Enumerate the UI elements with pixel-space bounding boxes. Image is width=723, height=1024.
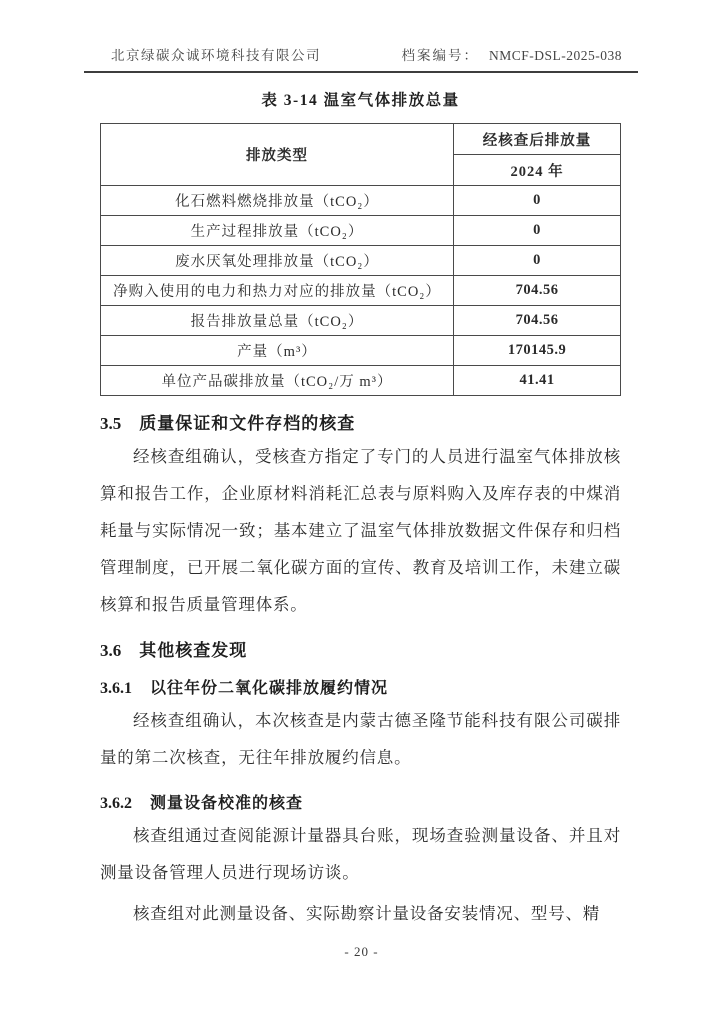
section-3-6-1-heading xyxy=(100,675,621,698)
section-number: 3.5 xyxy=(100,414,122,433)
section-3-6-1-paragraph: 经核查组确认，本次核查是内蒙古德圣隆节能科技有限公司碳排量的第二次核查，无往年排放履约信息。 xyxy=(100,711,621,767)
table-row xyxy=(101,246,621,276)
section-number: 3.6 xyxy=(100,641,122,660)
section-3-6-2-heading xyxy=(100,790,621,813)
page-content xyxy=(100,88,621,932)
row-label: 报告排放量总量（tCO₂） xyxy=(101,306,454,336)
ghg-emission-table xyxy=(100,123,621,396)
section-title: 以往年份二氧化碳排放履约情况 xyxy=(150,680,389,697)
section-3-5-heading xyxy=(100,409,621,434)
row-label: 化石燃料燃烧排放量（tCO₂） xyxy=(101,186,454,216)
row-label: 废水厌氧处理排放量（tCO₂） xyxy=(101,246,454,276)
table-row xyxy=(101,306,621,336)
page-header xyxy=(84,44,638,73)
column-header-verified-emission: 经核查后排放量 xyxy=(454,124,621,155)
row-label: 净购入使用的电力和热力对应的排放量（tCO₂） xyxy=(101,276,454,306)
file-number-label: 档案编号： xyxy=(401,48,479,63)
section-title: 质量保证和文件存档的核查 xyxy=(139,414,356,433)
table-header-row xyxy=(101,124,621,155)
table-row xyxy=(101,216,621,246)
column-header-year: 2024 年 xyxy=(454,155,621,186)
column-header-emission-type: 排放类型 xyxy=(101,124,454,186)
section-3-6-2-paragraph-2: 核查组对此测量设备、实际勘察计量设备安装情况、型号、精 xyxy=(133,904,601,923)
section-3-6-2-paragraph-1: 核查组通过查阅能源计量器具台账，现场查验测量设备、并且对测量设备管理人员进行现场访谈。 xyxy=(100,826,621,882)
table-title: 表 3-14 温室气体排放总量 xyxy=(261,92,460,109)
row-value: 704.56 xyxy=(454,306,621,336)
row-value: 704.56 xyxy=(454,276,621,306)
row-label: 产量（m³） xyxy=(101,336,454,366)
table-row xyxy=(101,186,621,216)
table-row xyxy=(101,366,621,396)
file-number-value: NMCF-DSL-2025-038 xyxy=(488,48,622,63)
section-title: 测量设备校准的核查 xyxy=(150,795,304,812)
section-title: 其他核查发现 xyxy=(139,641,248,660)
table-row xyxy=(101,276,621,306)
section-3-5-paragraph: 经核查组确认，受核查方指定了专门的人员进行温室气体排放核算和报告工作，企业原材料消耗汇总表与原料购入及库存表的中煤消耗量与实际情况一致；基本建立了温室气体排放数据文件保存和归档管理制度，已开展二氧化碳方面的宣传、教育及培训工作，未建立碳核算和报告质量管理体系。 xyxy=(100,447,621,614)
page-number: - 20 - xyxy=(344,944,379,959)
section-number: 3.6.1 xyxy=(100,680,132,697)
row-value: 0 xyxy=(454,246,621,276)
section-3-6-heading xyxy=(100,636,621,661)
section-number: 3.6.2 xyxy=(100,795,132,812)
row-value: 41.41 xyxy=(454,366,621,396)
header-company-name: 北京绿碳众诚环境科技有限公司 xyxy=(111,48,321,63)
row-value: 170145.9 xyxy=(454,336,621,366)
table-row xyxy=(101,336,621,366)
row-label: 生产过程排放量（tCO₂） xyxy=(101,216,454,246)
row-label: 单位产品碳排放量（tCO₂/万 m³） xyxy=(101,366,454,396)
header-file-number xyxy=(401,44,622,64)
row-value: 0 xyxy=(454,216,621,246)
row-value: 0 xyxy=(454,186,621,216)
